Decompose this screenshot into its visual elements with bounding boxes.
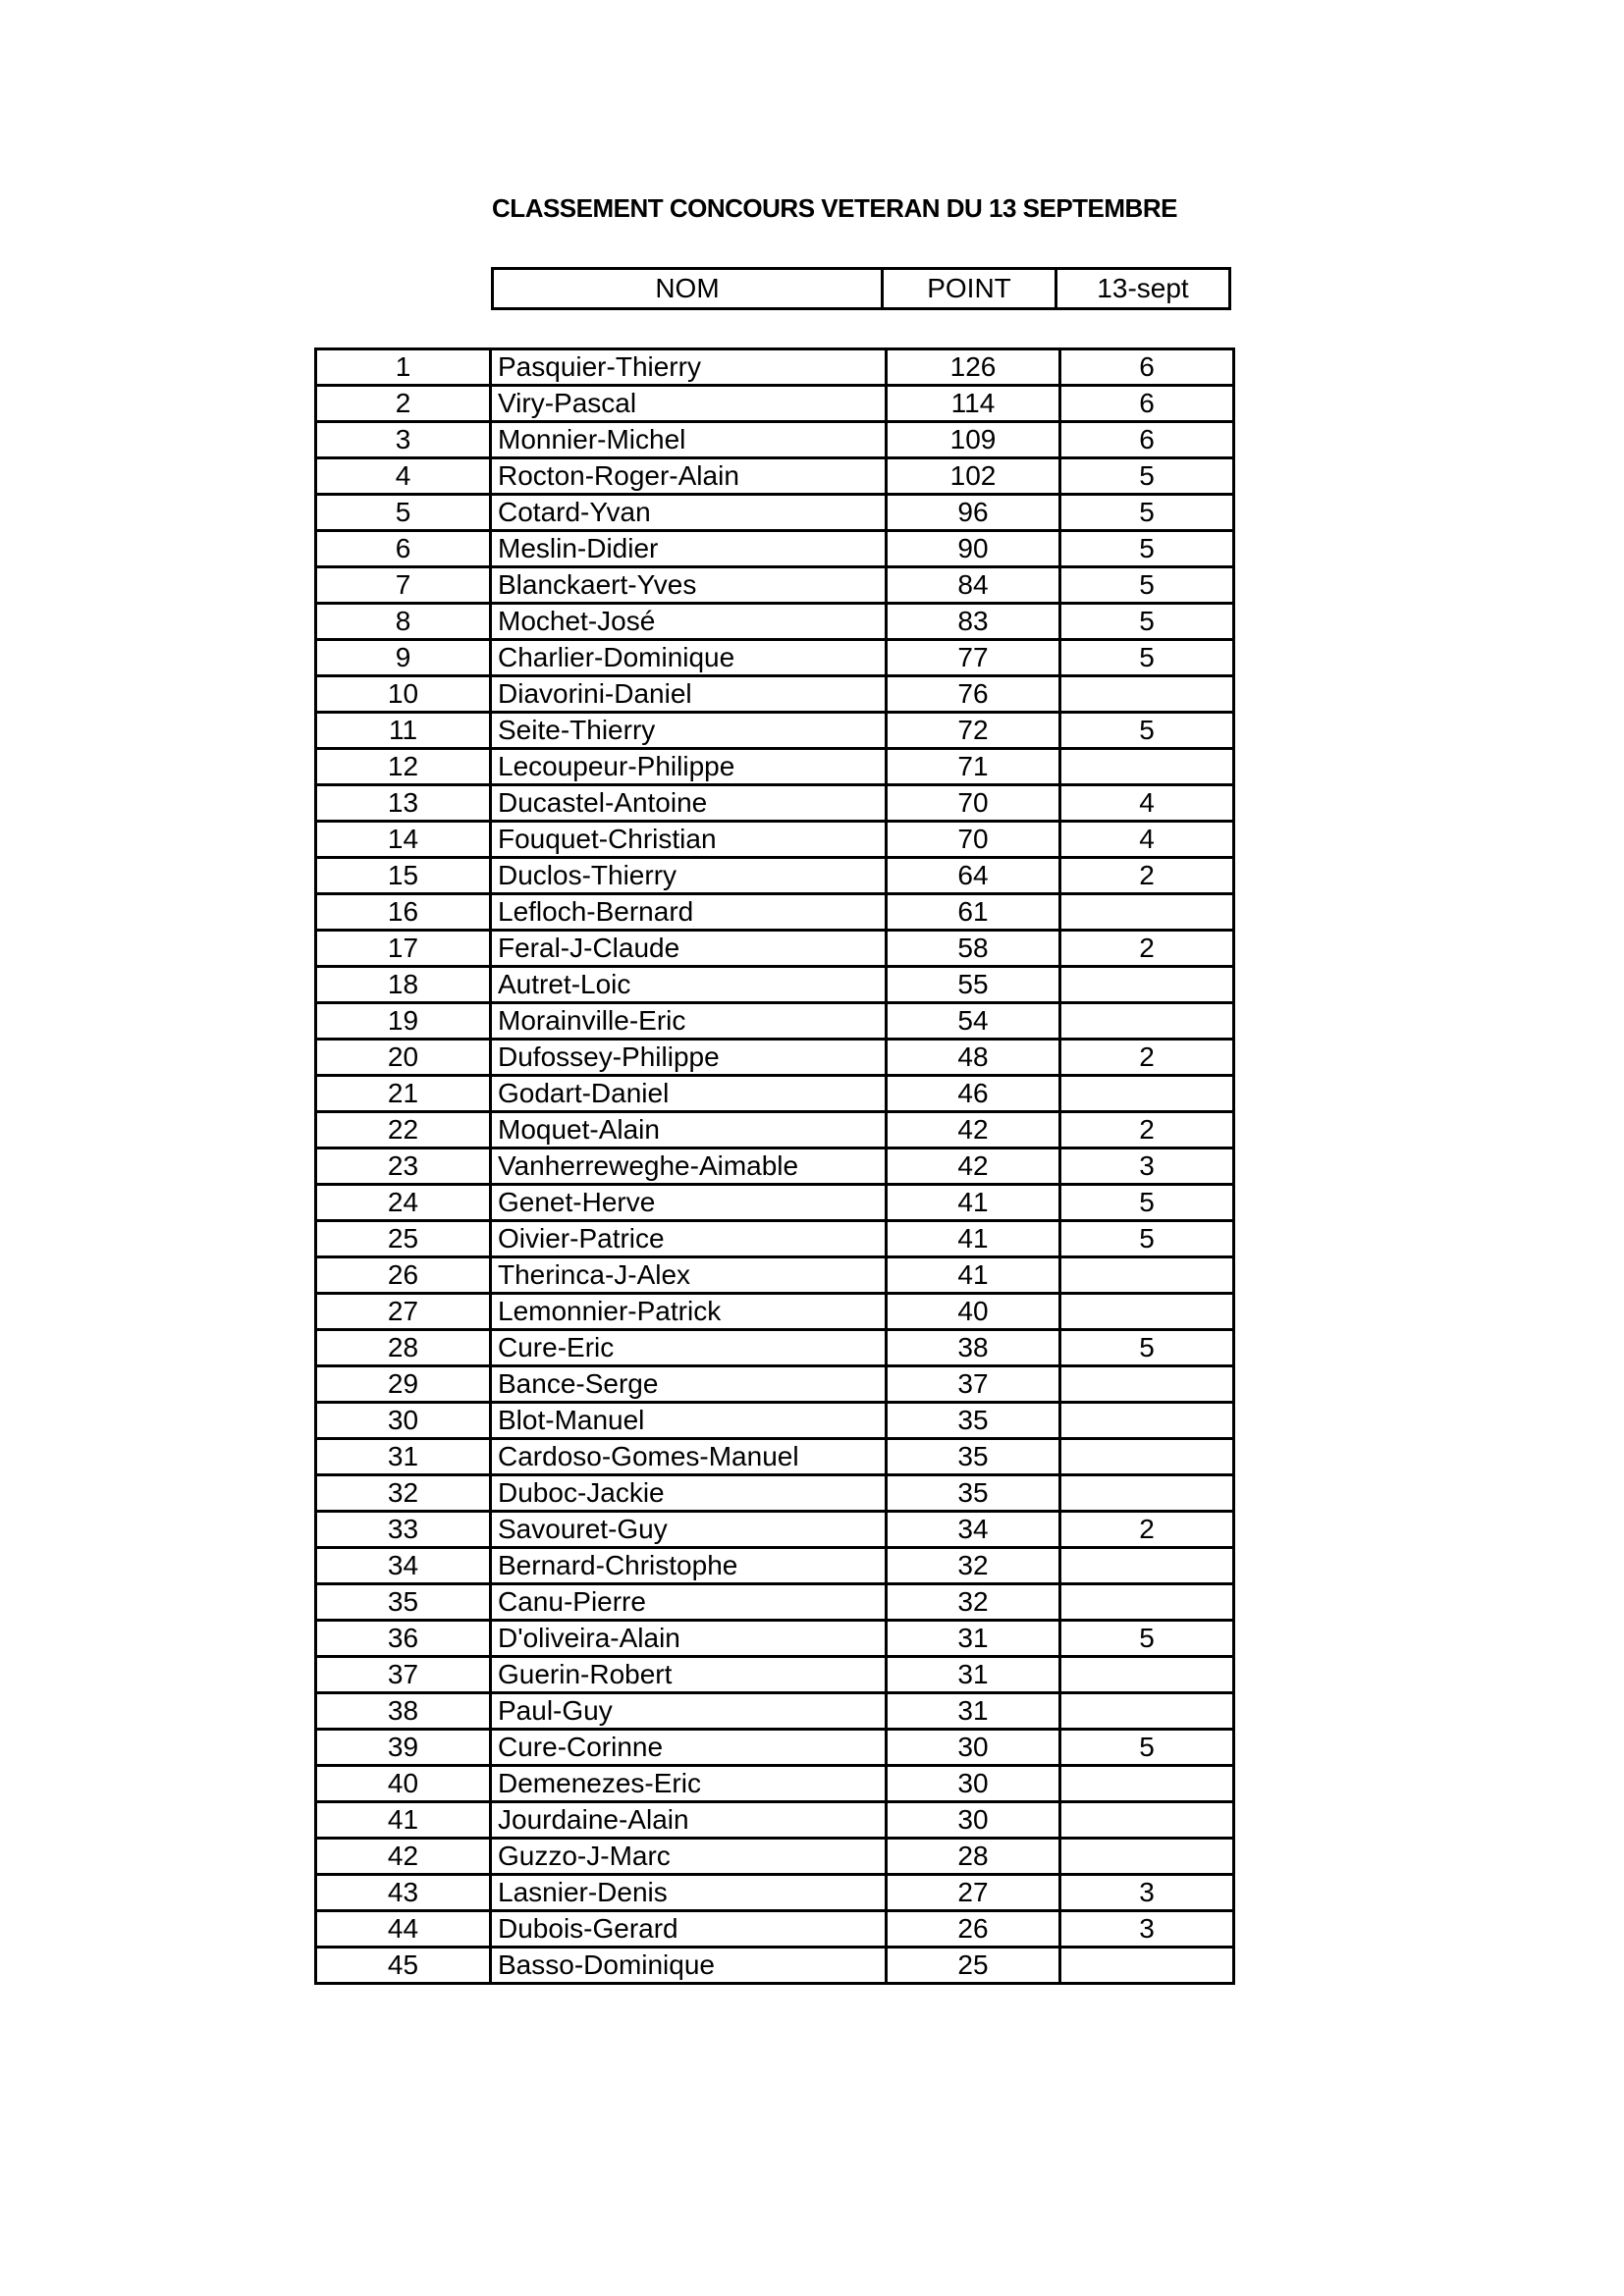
date-score-cell: 6: [1060, 349, 1234, 386]
date-score-cell: 6: [1060, 386, 1234, 422]
name-cell: Blanckaert-Yves: [491, 567, 887, 604]
table-row: [316, 1257, 1234, 1294]
date-score-cell: [1060, 1584, 1234, 1621]
date-score-cell: [1060, 1076, 1234, 1112]
header-nom: NOM: [493, 269, 883, 309]
name-cell: Fouquet-Christian: [491, 822, 887, 858]
header-date: 13-sept: [1056, 269, 1230, 309]
rank-cell: 27: [316, 1294, 491, 1330]
table-row: [316, 1948, 1234, 1984]
name-cell: Monnier-Michel: [491, 422, 887, 458]
rank-cell: 7: [316, 567, 491, 604]
table-row: [316, 1076, 1234, 1112]
table-row: [316, 749, 1234, 785]
rank-cell: 18: [316, 967, 491, 1003]
table-row: [316, 1439, 1234, 1475]
rank-cell: 30: [316, 1403, 491, 1439]
points-cell: 35: [887, 1475, 1060, 1512]
date-score-cell: [1060, 967, 1234, 1003]
table-row: [316, 894, 1234, 931]
table-row: [316, 1730, 1234, 1766]
ranking-rows: [316, 349, 1234, 1984]
points-cell: 48: [887, 1040, 1060, 1076]
table-row: [316, 785, 1234, 822]
points-cell: 26: [887, 1911, 1060, 1948]
table-row: [316, 1330, 1234, 1366]
rank-cell: 12: [316, 749, 491, 785]
table-row: [316, 858, 1234, 894]
date-score-cell: [1060, 1657, 1234, 1693]
name-cell: Charlier-Dominique: [491, 640, 887, 676]
points-cell: 76: [887, 676, 1060, 713]
date-score-cell: 5: [1060, 1730, 1234, 1766]
rank-cell: 9: [316, 640, 491, 676]
table-row: [316, 1221, 1234, 1257]
table-row: [316, 386, 1234, 422]
table-row: [316, 1112, 1234, 1148]
points-cell: 30: [887, 1730, 1060, 1766]
date-score-cell: [1060, 1475, 1234, 1512]
date-score-cell: [1060, 1439, 1234, 1475]
date-score-cell: [1060, 894, 1234, 931]
rank-cell: 15: [316, 858, 491, 894]
points-cell: 77: [887, 640, 1060, 676]
rank-cell: 44: [316, 1911, 491, 1948]
rank-cell: 10: [316, 676, 491, 713]
table-row: [316, 458, 1234, 495]
points-cell: 109: [887, 422, 1060, 458]
rank-cell: 2: [316, 386, 491, 422]
name-cell: Oivier-Patrice: [491, 1221, 887, 1257]
rank-cell: 24: [316, 1185, 491, 1221]
date-score-cell: [1060, 749, 1234, 785]
rank-cell: 26: [316, 1257, 491, 1294]
points-cell: 54: [887, 1003, 1060, 1040]
rank-cell: 33: [316, 1512, 491, 1548]
table-row: [316, 1512, 1234, 1548]
points-cell: 42: [887, 1148, 1060, 1185]
date-score-cell: 2: [1060, 931, 1234, 967]
table-row: [316, 1839, 1234, 1875]
rank-cell: 29: [316, 1366, 491, 1403]
table-row: [316, 422, 1234, 458]
table-row: [316, 640, 1234, 676]
name-cell: Vanherreweghe-Aimable: [491, 1148, 887, 1185]
rank-cell: 3: [316, 422, 491, 458]
name-cell: Guerin-Robert: [491, 1657, 887, 1693]
name-cell: Dubois-Gerard: [491, 1911, 887, 1948]
rank-cell: 31: [316, 1439, 491, 1475]
date-score-cell: 5: [1060, 531, 1234, 567]
table-row: [316, 604, 1234, 640]
table-row: [316, 1657, 1234, 1693]
points-cell: 96: [887, 495, 1060, 531]
table-row: [316, 1003, 1234, 1040]
points-cell: 84: [887, 567, 1060, 604]
table-row: [316, 495, 1234, 531]
points-cell: 114: [887, 386, 1060, 422]
name-cell: D'oliveira-Alain: [491, 1621, 887, 1657]
name-cell: Jourdaine-Alain: [491, 1802, 887, 1839]
points-cell: 41: [887, 1185, 1060, 1221]
table-row: [316, 1148, 1234, 1185]
rank-cell: 34: [316, 1548, 491, 1584]
points-cell: 31: [887, 1657, 1060, 1693]
date-score-cell: 5: [1060, 1621, 1234, 1657]
points-cell: 61: [887, 894, 1060, 931]
date-score-cell: [1060, 1003, 1234, 1040]
date-score-cell: 5: [1060, 1221, 1234, 1257]
name-cell: Diavorini-Daniel: [491, 676, 887, 713]
rank-cell: 21: [316, 1076, 491, 1112]
table-row: [316, 1621, 1234, 1657]
date-score-cell: [1060, 1839, 1234, 1875]
name-cell: Seite-Thierry: [491, 713, 887, 749]
date-score-cell: 5: [1060, 640, 1234, 676]
date-score-cell: 4: [1060, 822, 1234, 858]
date-score-cell: 5: [1060, 604, 1234, 640]
points-cell: 126: [887, 349, 1060, 386]
rank-cell: 28: [316, 1330, 491, 1366]
rank-cell: 6: [316, 531, 491, 567]
points-cell: 37: [887, 1366, 1060, 1403]
date-score-cell: 3: [1060, 1875, 1234, 1911]
table-row: [316, 1766, 1234, 1802]
name-cell: Meslin-Didier: [491, 531, 887, 567]
rank-cell: 17: [316, 931, 491, 967]
date-score-cell: [1060, 1802, 1234, 1839]
points-cell: 28: [887, 1839, 1060, 1875]
name-cell: Lefloch-Bernard: [491, 894, 887, 931]
table-row: [316, 676, 1234, 713]
rank-cell: 13: [316, 785, 491, 822]
points-cell: 83: [887, 604, 1060, 640]
date-score-cell: 4: [1060, 785, 1234, 822]
name-cell: Feral-J-Claude: [491, 931, 887, 967]
name-cell: Pasquier-Thierry: [491, 349, 887, 386]
name-cell: Dufossey-Philippe: [491, 1040, 887, 1076]
points-cell: 70: [887, 822, 1060, 858]
table-row: [316, 1802, 1234, 1839]
date-score-cell: 5: [1060, 713, 1234, 749]
points-cell: 31: [887, 1693, 1060, 1730]
points-cell: 41: [887, 1257, 1060, 1294]
date-score-cell: 3: [1060, 1148, 1234, 1185]
date-score-cell: 5: [1060, 495, 1234, 531]
table-row: [316, 567, 1234, 604]
name-cell: Godart-Daniel: [491, 1076, 887, 1112]
header-table: [491, 267, 1231, 310]
table-row: [316, 1185, 1234, 1221]
date-score-cell: [1060, 1294, 1234, 1330]
points-cell: 90: [887, 531, 1060, 567]
table-row: [316, 1875, 1234, 1911]
rank-cell: 25: [316, 1221, 491, 1257]
points-cell: 35: [887, 1439, 1060, 1475]
points-cell: 42: [887, 1112, 1060, 1148]
date-score-cell: 5: [1060, 1185, 1234, 1221]
date-score-cell: 2: [1060, 1112, 1234, 1148]
table-row: [316, 349, 1234, 386]
table-row: [316, 1693, 1234, 1730]
points-cell: 55: [887, 967, 1060, 1003]
name-cell: Viry-Pascal: [491, 386, 887, 422]
rank-cell: 38: [316, 1693, 491, 1730]
table-row: [316, 1366, 1234, 1403]
name-cell: Cotard-Yvan: [491, 495, 887, 531]
date-score-cell: [1060, 1766, 1234, 1802]
name-cell: Cure-Corinne: [491, 1730, 887, 1766]
name-cell: Canu-Pierre: [491, 1584, 887, 1621]
name-cell: Rocton-Roger-Alain: [491, 458, 887, 495]
table-row: [316, 1294, 1234, 1330]
table-row: [316, 967, 1234, 1003]
points-cell: 32: [887, 1584, 1060, 1621]
rank-cell: 42: [316, 1839, 491, 1875]
date-score-cell: [1060, 1693, 1234, 1730]
points-cell: 70: [887, 785, 1060, 822]
name-cell: Basso-Dominique: [491, 1948, 887, 1984]
name-cell: Therinca-J-Alex: [491, 1257, 887, 1294]
points-cell: 40: [887, 1294, 1060, 1330]
table-row: [316, 1584, 1234, 1621]
rank-cell: 41: [316, 1802, 491, 1839]
points-cell: 58: [887, 931, 1060, 967]
rank-cell: 23: [316, 1148, 491, 1185]
date-score-cell: 5: [1060, 567, 1234, 604]
table-row: [316, 713, 1234, 749]
name-cell: Duclos-Thierry: [491, 858, 887, 894]
points-cell: 32: [887, 1548, 1060, 1584]
date-score-cell: [1060, 1257, 1234, 1294]
points-cell: 34: [887, 1512, 1060, 1548]
name-cell: Cure-Eric: [491, 1330, 887, 1366]
rank-cell: 4: [316, 458, 491, 495]
table-row: [316, 1911, 1234, 1948]
date-score-cell: [1060, 1548, 1234, 1584]
name-cell: Mochet-José: [491, 604, 887, 640]
points-cell: 38: [887, 1330, 1060, 1366]
rank-cell: 35: [316, 1584, 491, 1621]
table-row: [316, 822, 1234, 858]
name-cell: Genet-Herve: [491, 1185, 887, 1221]
name-cell: Lasnier-Denis: [491, 1875, 887, 1911]
date-score-cell: 5: [1060, 458, 1234, 495]
table-row: [316, 531, 1234, 567]
date-score-cell: 2: [1060, 1512, 1234, 1548]
date-score-cell: [1060, 1366, 1234, 1403]
header-point: POINT: [883, 269, 1056, 309]
ranking-table: [314, 347, 1235, 1985]
points-cell: 30: [887, 1802, 1060, 1839]
name-cell: Ducastel-Antoine: [491, 785, 887, 822]
rank-cell: 14: [316, 822, 491, 858]
name-cell: Guzzo-J-Marc: [491, 1839, 887, 1875]
date-score-cell: 5: [1060, 1330, 1234, 1366]
points-cell: 41: [887, 1221, 1060, 1257]
name-cell: Savouret-Guy: [491, 1512, 887, 1548]
points-cell: 72: [887, 713, 1060, 749]
rank-cell: 20: [316, 1040, 491, 1076]
points-cell: 31: [887, 1621, 1060, 1657]
rank-cell: 36: [316, 1621, 491, 1657]
rank-cell: 22: [316, 1112, 491, 1148]
date-score-cell: [1060, 676, 1234, 713]
name-cell: Cardoso-Gomes-Manuel: [491, 1439, 887, 1475]
points-cell: 30: [887, 1766, 1060, 1802]
name-cell: Lecoupeur-Philippe: [491, 749, 887, 785]
rank-cell: 5: [316, 495, 491, 531]
rank-cell: 39: [316, 1730, 491, 1766]
rank-cell: 8: [316, 604, 491, 640]
name-cell: Demenezes-Eric: [491, 1766, 887, 1802]
table-row: [316, 1403, 1234, 1439]
points-cell: 102: [887, 458, 1060, 495]
table-row: [316, 1475, 1234, 1512]
points-cell: 25: [887, 1948, 1060, 1984]
rank-cell: 40: [316, 1766, 491, 1802]
name-cell: Paul-Guy: [491, 1693, 887, 1730]
date-score-cell: [1060, 1948, 1234, 1984]
name-cell: Bernard-Christophe: [491, 1548, 887, 1584]
points-cell: 46: [887, 1076, 1060, 1112]
name-cell: Duboc-Jackie: [491, 1475, 887, 1512]
rank-cell: 37: [316, 1657, 491, 1693]
points-cell: 35: [887, 1403, 1060, 1439]
rank-cell: 11: [316, 713, 491, 749]
name-cell: Autret-Loic: [491, 967, 887, 1003]
table-row: [316, 1548, 1234, 1584]
points-cell: 27: [887, 1875, 1060, 1911]
rank-cell: 16: [316, 894, 491, 931]
date-score-cell: 3: [1060, 1911, 1234, 1948]
name-cell: Blot-Manuel: [491, 1403, 887, 1439]
date-score-cell: 2: [1060, 858, 1234, 894]
name-cell: Morainville-Eric: [491, 1003, 887, 1040]
rank-cell: 19: [316, 1003, 491, 1040]
rank-cell: 45: [316, 1948, 491, 1984]
points-cell: 71: [887, 749, 1060, 785]
date-score-cell: 6: [1060, 422, 1234, 458]
header-row: [493, 269, 1230, 309]
rank-cell: 43: [316, 1875, 491, 1911]
name-cell: Bance-Serge: [491, 1366, 887, 1403]
table-row: [316, 931, 1234, 967]
name-cell: Lemonnier-Patrick: [491, 1294, 887, 1330]
points-cell: 64: [887, 858, 1060, 894]
page-title: CLASSEMENT CONCOURS VETERAN DU 13 SEPTEMBRE: [492, 193, 1177, 223]
date-score-cell: [1060, 1403, 1234, 1439]
date-score-cell: 2: [1060, 1040, 1234, 1076]
table-row: [316, 1040, 1234, 1076]
rank-cell: 32: [316, 1475, 491, 1512]
rank-cell: 1: [316, 349, 491, 386]
name-cell: Moquet-Alain: [491, 1112, 887, 1148]
